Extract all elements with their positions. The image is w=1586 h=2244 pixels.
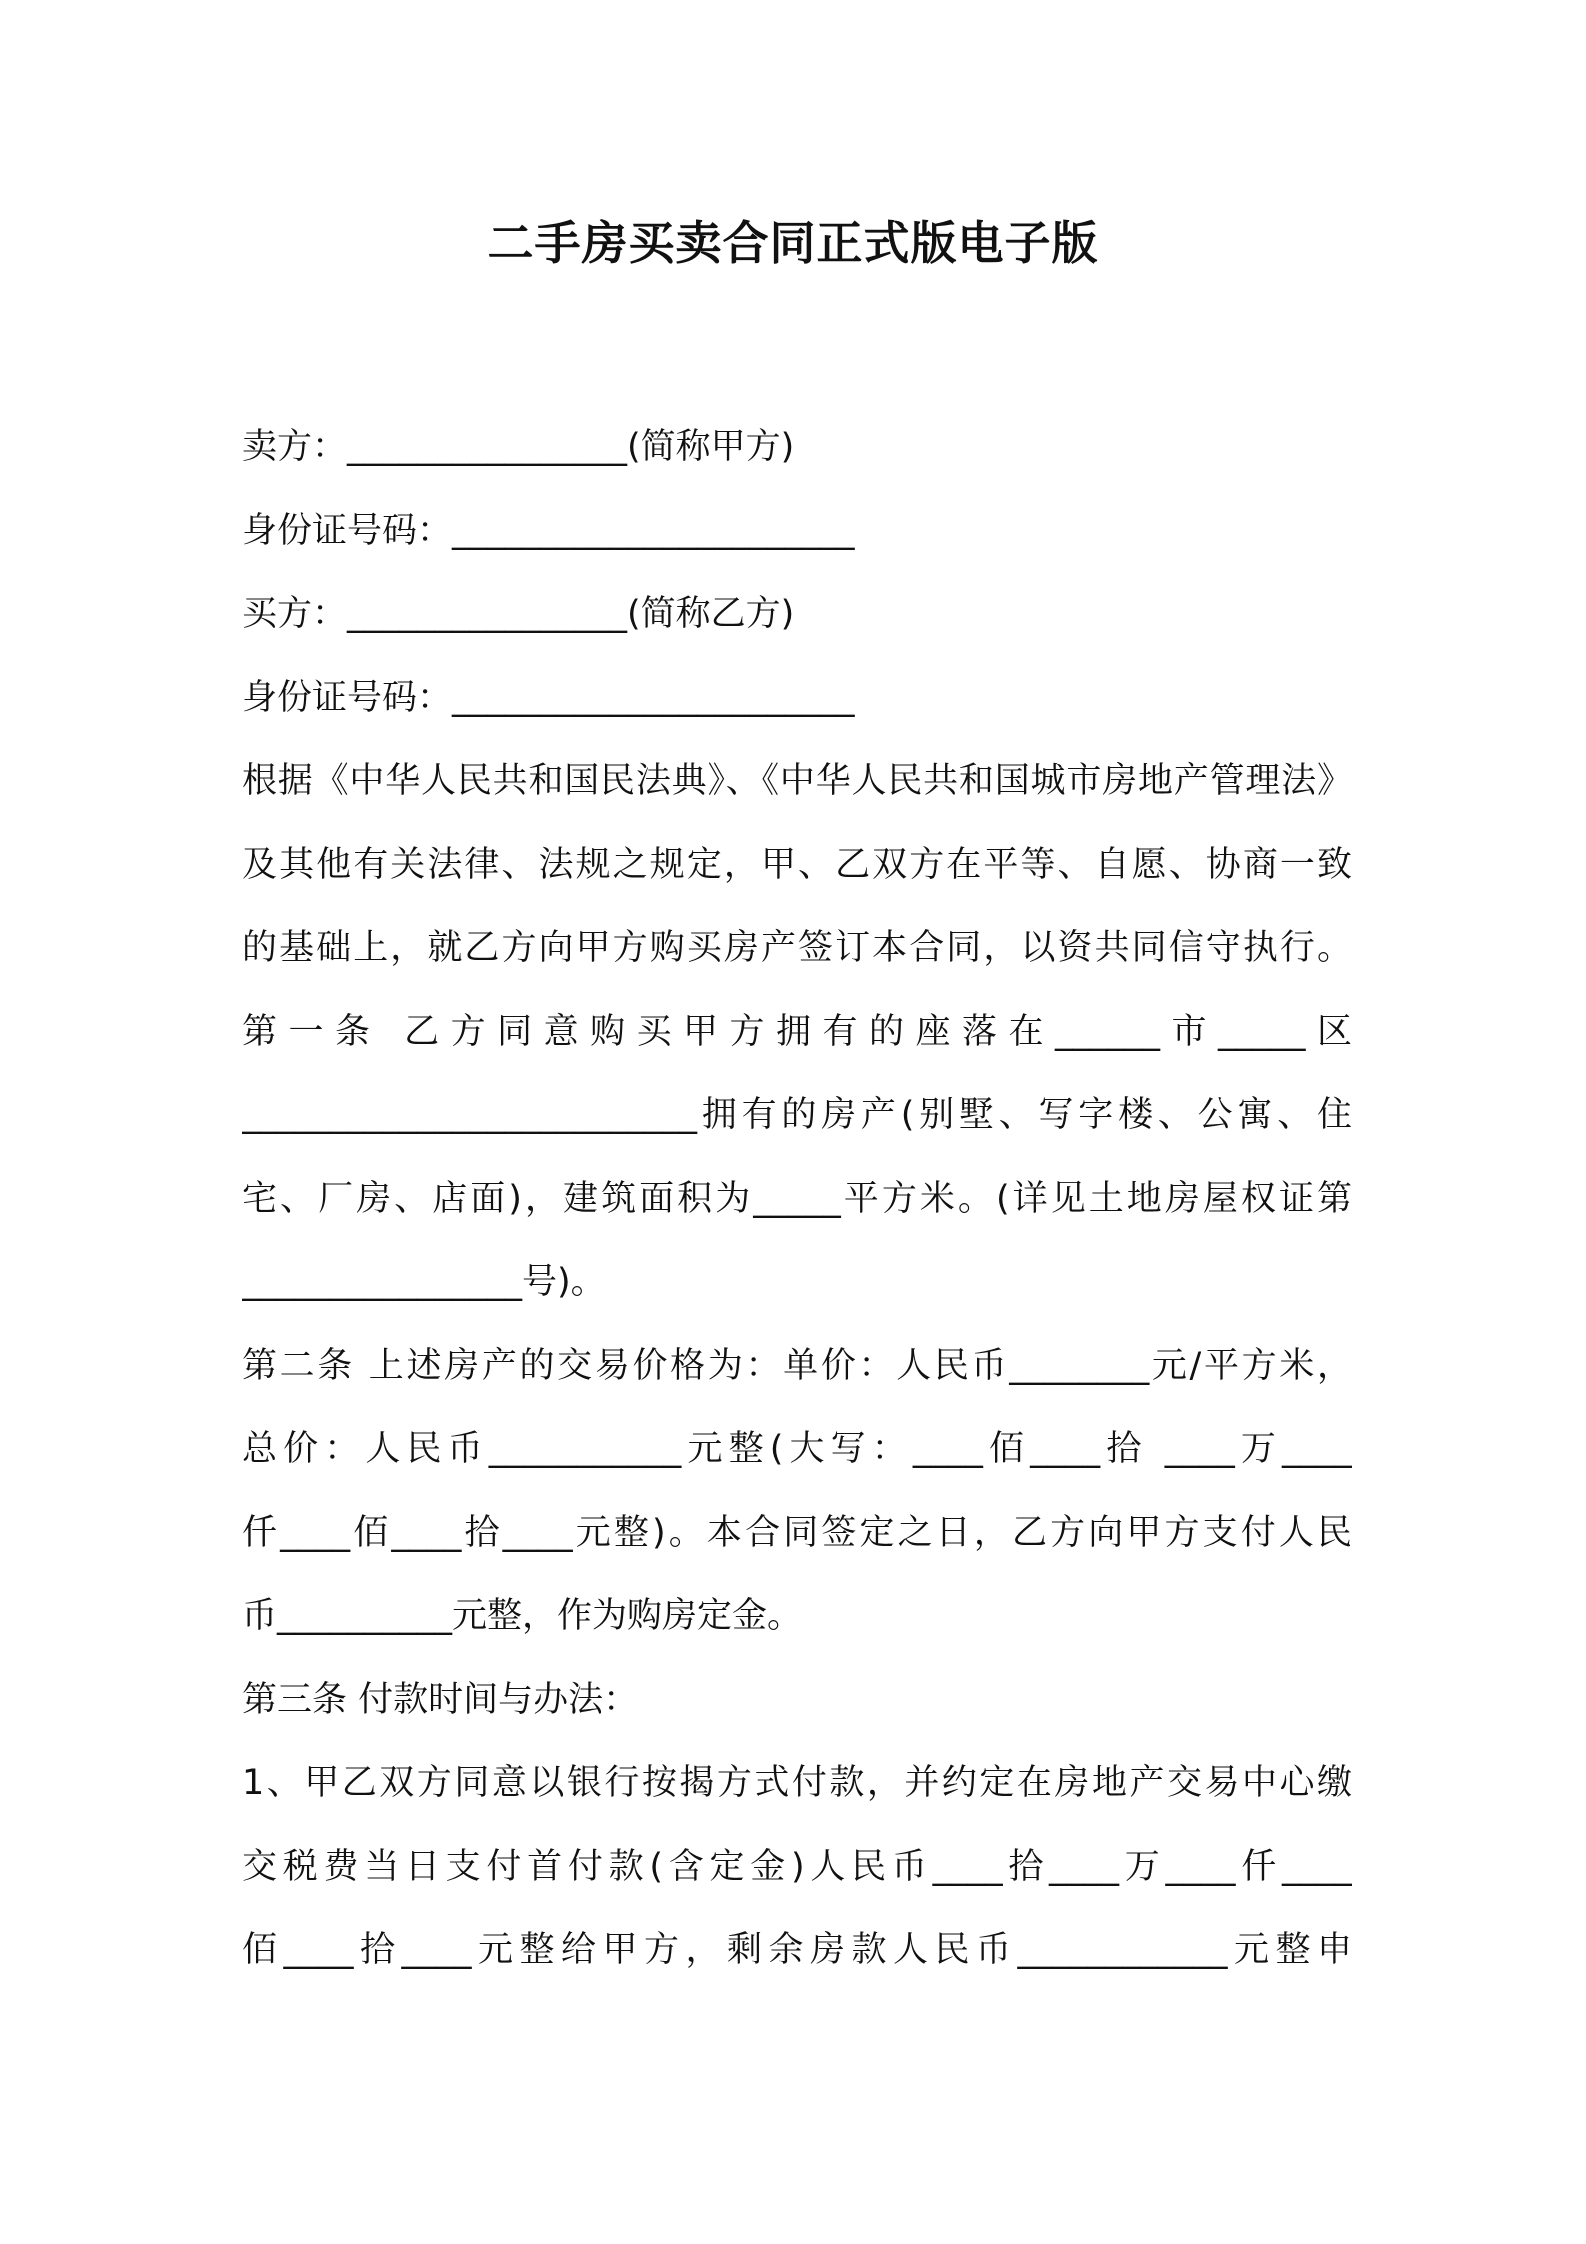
article-3-item-1-line-1: 1、甲乙双方同意以银行按揭方式付款，并约定在房地产交易中心缴	[242, 1763, 1352, 1803]
seller-id-line: 身份证号码：_______________________	[242, 510, 855, 551]
article-2-line-1: 第二条 上述房产的交易价格为：单价：人民币________元/平方米，	[242, 1345, 1352, 1386]
article-1-line-2: __________________________拥有的房产(别墅、写字楼、公寓、住	[242, 1095, 1352, 1135]
seller-line: 卖方：________________(简称甲方)	[242, 427, 795, 467]
buyer-id-line: 身份证号码：_______________________	[242, 677, 855, 718]
preamble-line-2: 及其他有关法律、法规之规定，甲、乙双方在平等、自愿、协商一致	[242, 844, 1352, 885]
document-title: 二手房买卖合同正式版电子版	[487, 216, 1099, 270]
article-1-line-3: 宅、厂房、店面)，建筑面积为_____平方米。(详见土地房屋权证第	[242, 1178, 1352, 1219]
buyer-line: 买方：________________(简称乙方)	[242, 594, 795, 634]
article-1-line-4: ________________号)。	[242, 1262, 606, 1302]
article-3-item-1-line-2: 交税费当日支付首付款(含定金)人民币____拾____万____仟____	[242, 1846, 1352, 1887]
document-body	[242, 406, 1352, 1993]
preamble-line-3: 的基础上，就乙方向甲方购买房产签订本合同，以资共同信守执行。	[242, 928, 1352, 968]
article-2-line-4: 币__________元整，作为购房定金。	[242, 1596, 803, 1636]
article-2-line-2: 总价：人民币___________元整(大写：____佰____拾 ____万____	[242, 1429, 1352, 1469]
preamble-line-1: 根据《中华人民共和国民法典》、《中华人民共和国城市房地产管理法》	[242, 761, 1352, 801]
article-3-item-1-line-3: 佰____拾____元整给甲方，剩余房款人民币____________元整申	[242, 1930, 1352, 1970]
article-3-heading: 第三条 付款时间与办法：	[242, 1679, 639, 1720]
article-2-line-3: 仟____佰____拾____元整)。本合同签定之日，乙方向甲方支付人民	[242, 1512, 1352, 1553]
article-1-line-1: 第一条 乙方同意购买甲方拥有的座落在______市_____区	[242, 1011, 1352, 1052]
